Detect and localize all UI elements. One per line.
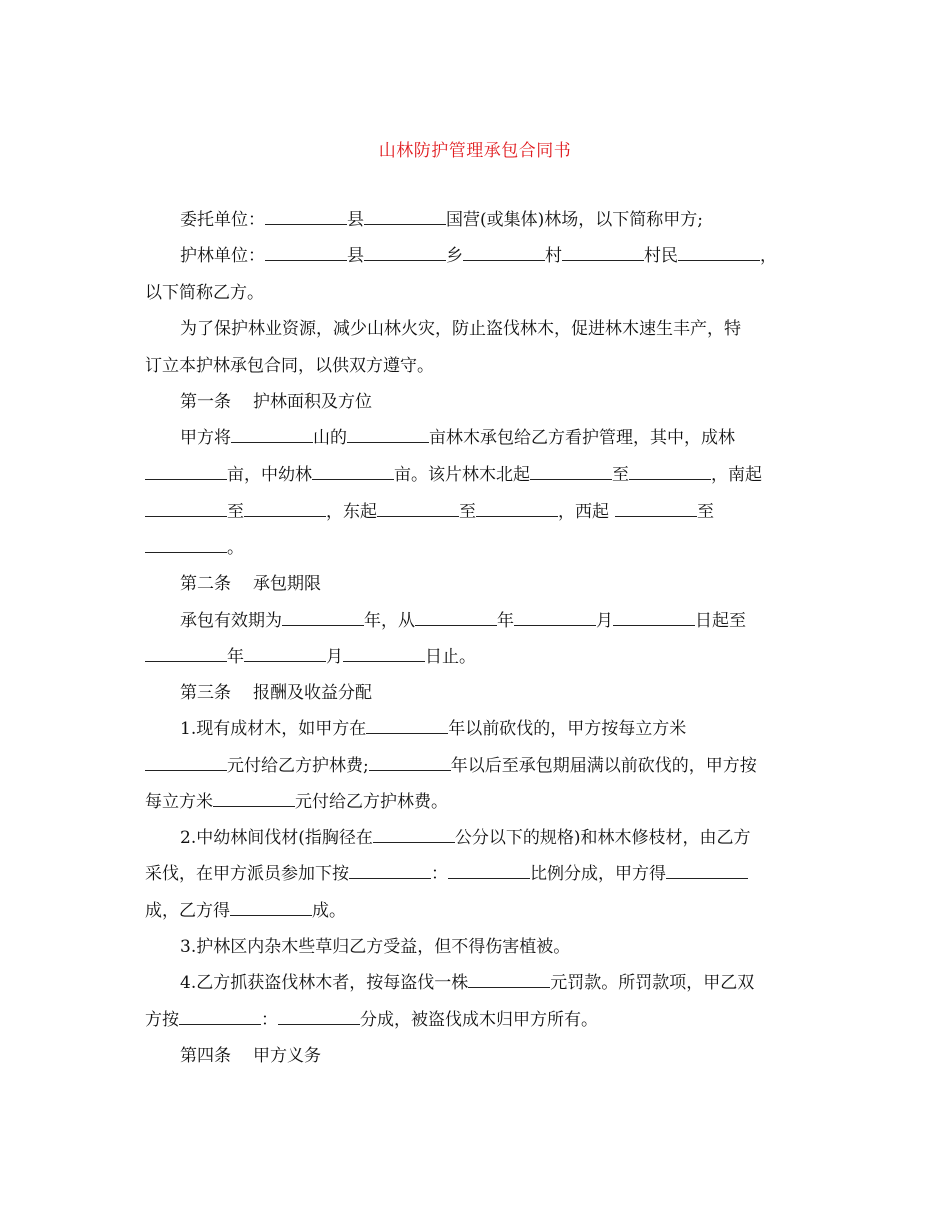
blank-field (347, 427, 429, 443)
article-2-line-2 (145, 645, 815, 669)
article-number: 第一条 (180, 392, 231, 412)
guard-line-2 (145, 281, 815, 305)
text-span: 村 (545, 246, 562, 266)
article-number: 第二条 (180, 574, 231, 594)
article-1-line-2 (145, 463, 815, 487)
text-span: 年 (227, 647, 244, 667)
text-span: 分成，被盗伐成木归甲方所有。 (360, 1010, 598, 1030)
text-span: 至 (227, 502, 244, 522)
article-2-line-1 (180, 609, 810, 633)
blank-field (514, 610, 596, 626)
guard-line-1 (180, 244, 810, 268)
blank-field (562, 245, 644, 261)
text-span: 月 (596, 611, 613, 631)
text-span: 甲方将 (180, 428, 231, 448)
blank-field (145, 501, 227, 517)
text-span: 3.护林区内杂木些草归乙方受益，但不得伤害植被。 (180, 937, 571, 957)
text-span: ，南起 (711, 465, 762, 485)
blank-field (476, 501, 558, 517)
article-1-line-4 (145, 536, 815, 560)
clause-3-1-line-1 (180, 717, 810, 741)
blank-field (282, 610, 364, 626)
text-span: 采伐，在甲方派员参加下按 (145, 864, 349, 884)
text-span: 方按 (145, 1010, 179, 1030)
blank-field (366, 718, 448, 734)
text-span: 县 (347, 210, 364, 230)
text-span: 元罚款。所罚款项，甲乙双 (550, 973, 755, 993)
article-name: 承包期限 (253, 574, 321, 594)
text-span: 比例分成，甲方得 (530, 864, 666, 884)
article-1-line-3 (145, 500, 815, 524)
text-span: 元付给乙方护林费。 (295, 792, 448, 812)
text-span: 为了保护林业资源，减少山林火灾，防止盗伐林木，促进林木速生丰产，特 (180, 319, 741, 339)
text-span: 2.中幼林间伐材(指胸径在 (180, 828, 373, 848)
clause-3-2-line-3 (145, 899, 815, 923)
clause-3-2-line-2 (145, 862, 815, 886)
article-name: 报酬及收益分配 (253, 683, 372, 703)
blank-field (373, 827, 455, 843)
text-span: 。 (227, 538, 244, 558)
blank-field (530, 464, 612, 480)
text-span: 1.现有成材木，如甲方在 (180, 719, 367, 739)
blank-field (145, 755, 227, 771)
text-span: 县 (347, 246, 364, 266)
article-name: 护林面积及方位 (253, 392, 372, 412)
contract-title: 山林防护管理承包合同书 (378, 141, 572, 161)
blank-field (615, 501, 697, 517)
clause-3-3 (180, 935, 810, 959)
text-span: 年以前砍伐的，甲方按每立方米 (448, 719, 687, 739)
text-span: 公分以下的规格)和林木修枝材，由乙方 (454, 828, 751, 848)
blank-field (179, 1009, 261, 1025)
blank-field (278, 1009, 360, 1025)
blank-field (312, 464, 394, 480)
blank-field (364, 245, 446, 261)
article-3-heading (180, 681, 810, 705)
client-label: 委托单位： (180, 210, 265, 230)
clause-3-1-line-2 (145, 754, 815, 778)
article-4-heading (180, 1044, 810, 1068)
text-span: 元付给乙方护林费; (227, 756, 369, 776)
blank-field (415, 610, 497, 626)
blank-field (213, 791, 295, 807)
article-name: 甲方义务 (253, 1046, 321, 1066)
blank-field (265, 209, 347, 225)
blank-field (448, 863, 530, 879)
article-1-line-1 (180, 426, 810, 450)
blank-field (145, 537, 227, 553)
blank-field (349, 863, 431, 879)
purpose-line-1 (180, 317, 810, 341)
blank-field (244, 646, 326, 662)
article-number: 第四条 (180, 1046, 231, 1066)
blank-field (666, 863, 748, 879)
text-span: ，西起 (558, 502, 609, 522)
text-span: 每立方米 (145, 792, 213, 812)
text-span: ： (261, 1010, 278, 1030)
text-span: 4.乙方抓获盗伐林木者，按每盗伐一株 (180, 973, 469, 993)
blank-field (230, 900, 312, 916)
text-span: 亩。该片林木北起 (394, 465, 530, 485)
article-number: 第三条 (180, 683, 231, 703)
blank-field (468, 972, 550, 988)
article-2-heading (180, 572, 810, 596)
text-span: 至 (459, 502, 476, 522)
clause-3-2-line-1 (180, 826, 810, 850)
text-span: 成，乙方得 (145, 901, 230, 921)
blank-field (463, 245, 545, 261)
article-1-heading (180, 390, 810, 414)
blank-field (678, 245, 760, 261)
text-span: 日起至 (695, 611, 746, 631)
blank-field (244, 501, 326, 517)
text-span: 承包有效期为 (180, 611, 282, 631)
text-span: 乡 (446, 246, 463, 266)
text-span: 年，从 (364, 611, 415, 631)
text-span: 村民 (644, 246, 678, 266)
clause-3-4-line-1 (180, 971, 810, 995)
text-span: 成。 (312, 901, 346, 921)
text-span: 至 (612, 465, 629, 485)
text-span: 年 (497, 611, 514, 631)
blank-field (377, 501, 459, 517)
blank-field (364, 209, 446, 225)
blank-field (145, 464, 227, 480)
guard-label: 护林单位： (180, 246, 265, 266)
text-span: 日止。 (425, 647, 476, 667)
text-span: 亩林木承包给乙方看护管理，其中，成林 (429, 428, 735, 448)
blank-field (231, 427, 313, 443)
text-span: 国营(或集体)林场，以下简称甲方; (446, 210, 703, 230)
text-span: ， (760, 246, 777, 266)
clause-3-4-line-2 (145, 1008, 815, 1032)
text-span: 亩，中幼林 (227, 465, 312, 485)
client-line (180, 208, 810, 232)
blank-field (369, 755, 451, 771)
blank-field (629, 464, 711, 480)
blank-field (265, 245, 347, 261)
clause-3-1-line-3 (145, 790, 815, 814)
text-span: 山的 (313, 428, 347, 448)
blank-field (613, 610, 695, 626)
text-span: 至 (697, 502, 714, 522)
blank-field (343, 646, 425, 662)
purpose-line-2 (145, 354, 815, 378)
text-span: 月 (326, 647, 343, 667)
text-span: 年以后至承包期届满以前砍伐的，甲方按 (450, 756, 757, 776)
text-span: 订立本护林承包合同，以供双方遵守。 (145, 356, 434, 376)
blank-field (145, 646, 227, 662)
text-span: 以下简称乙方。 (145, 283, 264, 303)
text-span: ，东起 (326, 502, 377, 522)
text-span: ： (431, 864, 448, 884)
